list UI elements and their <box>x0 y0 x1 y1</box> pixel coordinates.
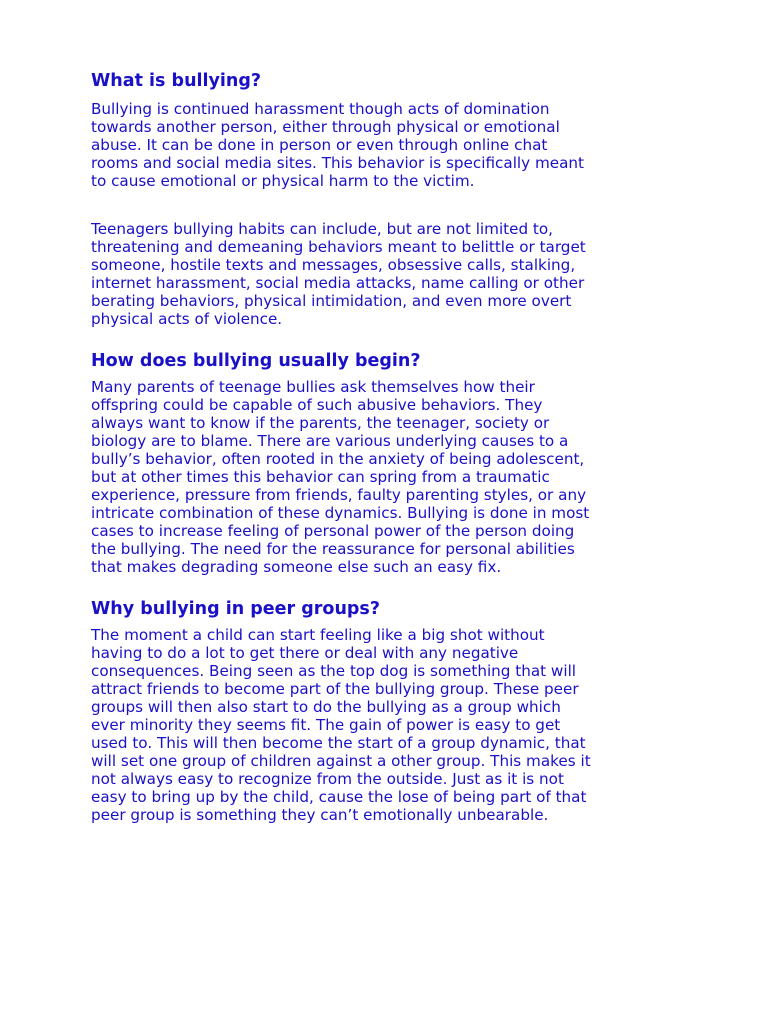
paragraph-line: Bullying is continued harassment though acts of domination <box>91 100 550 118</box>
paragraph-line: but at other times this behavior can spring from a traumatic <box>91 468 550 486</box>
paragraph <box>91 220 691 328</box>
section-heading: What is bullying? <box>91 71 262 91</box>
paragraph-line: physical acts of violence. <box>91 310 283 328</box>
paragraph-line: will set one group of children against a other group. This makes it <box>91 752 591 770</box>
paragraph-line: intricate combination of these dynamics. Bullying is done in most <box>91 504 590 522</box>
paragraph-line: biology are to blame. There are various underlying causes to a <box>91 432 569 450</box>
paragraph-line: groups will then also start to do the bullying as a group which <box>91 698 561 716</box>
paragraph-line: easy to bring up by the child, cause the lose of being part of that <box>91 788 587 806</box>
paragraph-line: Teenagers bullying habits can include, but are not limited to, <box>91 220 554 238</box>
paragraph-line: someone, hostile texts and messages, obsessive calls, stalking, <box>91 256 576 274</box>
paragraph-line: bully’s behavior, often rooted in the anxiety of being adolescent, <box>91 450 585 468</box>
paragraph-line: experience, pressure from friends, faulty parenting styles, or any <box>91 486 587 504</box>
paragraph-line: threatening and demeaning behaviors meant to belittle or target <box>91 238 586 256</box>
paragraph-line: the bullying. The need for the reassurance for personal abilities <box>91 540 575 558</box>
paragraph-line: berating behaviors, physical intimidation, and even more overt <box>91 292 572 310</box>
paragraph-line: offspring could be capable of such abusive behaviors. They <box>91 396 543 414</box>
section-heading: Why bullying in peer groups? <box>91 599 380 619</box>
paragraph-line: used to. This will then become the start of a group dynamic, that <box>91 734 586 752</box>
paragraph-line: The moment a child can start feeling like a big shot without <box>91 626 545 644</box>
paragraph <box>91 378 691 576</box>
paragraph <box>91 100 691 190</box>
paragraph-line: always want to know if the parents, the teenager, society or <box>91 414 550 432</box>
document-page <box>91 70 691 824</box>
paragraph-line: towards another person, either through physical or emotional <box>91 118 560 136</box>
section-heading: How does bullying usually begin? <box>91 351 421 371</box>
paragraph <box>91 626 691 824</box>
paragraph-line: Many parents of teenage bullies ask themselves how their <box>91 378 535 396</box>
paragraph-line: ever minority they seems fit. The gain of power is easy to get <box>91 716 561 734</box>
paragraph-line: having to do a lot to get there or deal with any negative <box>91 644 519 662</box>
paragraph-line: peer group is something they can’t emotionally unbearable. <box>91 806 549 824</box>
paragraph-line: rooms and social media sites. This behavior is specifically meant <box>91 154 584 172</box>
paragraph-line: attract friends to become part of the bullying group. These peer <box>91 680 579 698</box>
paragraph-line: to cause emotional or physical harm to the victim. <box>91 172 475 190</box>
paragraph-line: not always easy to recognize from the outside. Just as it is not <box>91 770 564 788</box>
paragraph-line: cases to increase feeling of personal power of the person doing <box>91 522 575 540</box>
paragraph-line: that makes degrading someone else such an easy fix. <box>91 558 502 576</box>
paragraph-line: consequences. Being seen as the top dog is something that will <box>91 662 577 680</box>
paragraph-line: internet harassment, social media attacks, name calling or other <box>91 274 585 292</box>
paragraph-line: abuse. It can be done in person or even through online chat <box>91 136 548 154</box>
